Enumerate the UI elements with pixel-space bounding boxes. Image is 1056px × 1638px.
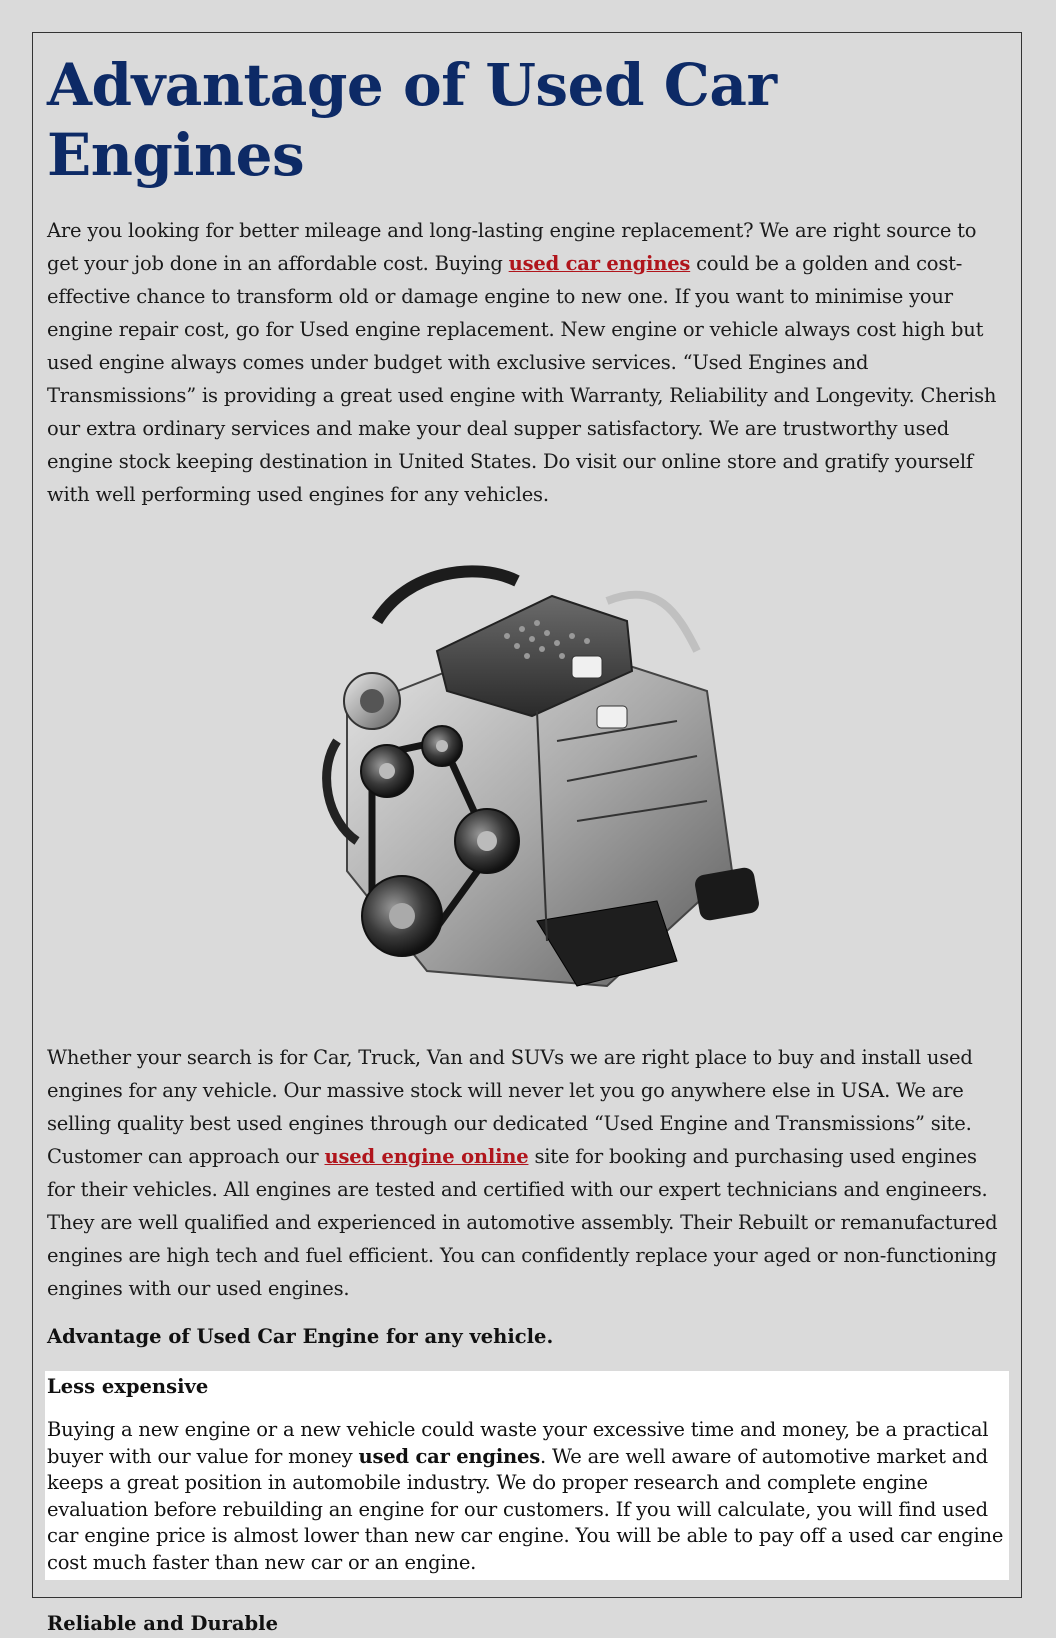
used-car-engines-link[interactable]: used car engines — [508, 252, 691, 276]
reliable-heading: Reliable and Durable — [47, 1612, 278, 1636]
intro-paragraph — [47, 214, 1007, 511]
less-expensive-text-end: . We are well aware of automotive market and keeps a great position in automobile industry. We do proper research and complete engine evaluation before rebuilding an engine for our customers. If you will calculate, you will find used car engine price is almost lower than new car engine. You will be able to pay off a used car engine cost much faster than new car or an engine. — [47, 1444, 1004, 1574]
less-expensive-heading: Less expensive — [47, 1375, 209, 1399]
page-title: Advantage of Used Car Engines — [47, 51, 777, 189]
used-car-engines-bold: used car engines — [358, 1444, 541, 1468]
intro-text-start: Are you looking for better mileage and long-lasting engine replacement? We are right source to get your job done in an affordable cost. Buying — [47, 219, 977, 276]
used-engine-online-link[interactable]: used engine online — [324, 1145, 529, 1169]
second-paragraph — [47, 1041, 1007, 1305]
advantage-heading: Advantage of Used Car Engine for any vehicle. — [47, 1325, 554, 1349]
less-expensive-text-start: Buying a new engine or a new vehicle could waste your excessive time and money, be a practical buyer with our value for money — [47, 1418, 989, 1468]
second-text-end: site for booking and purchasing used engines for their vehicles. All engines are tested and certified with our expert technicians and engineers. They are well qualified and experienced in automotive assembly. Their Rebuilt or remanufactured engines are high tech and fuel efficient. You can confidently replace your aged or non-functioning engines with our used engines. — [47, 1145, 998, 1301]
less-expensive-paragraph — [47, 1417, 1007, 1576]
second-text-start: Whether your search is for Car, Truck, Van and SUVs we are right place to buy and install used engines for any vehicle. Our massive stock will never let you go anywhere else in USA. We are selling quality best used engines through our dedicated “Used Engine and Transmissions” site. Customer can approach our — [47, 1046, 973, 1169]
document-page — [32, 32, 1022, 1636]
less-expensive-section — [45, 1371, 1009, 1580]
intro-text-end: could be a golden and cost-effective chance to transform old or damage engine to new one. If you want to minimise your engine repair cost, go for Used engine replacement. New engine or vehicle always cost high but used engine always comes under budget with exclusive services. “Used Engines and Transmissions” is providing a great used engine with Warranty, Reliability and Longevity. Cherish our extra ordinary services and make your deal supper satisfactory. We are trustworthy used engine stock keeping destination in United States. Do visit our online store and gratify yourself with well performing used engines for any vehicles. — [47, 252, 997, 507]
engine-photo-icon — [277, 541, 777, 1011]
